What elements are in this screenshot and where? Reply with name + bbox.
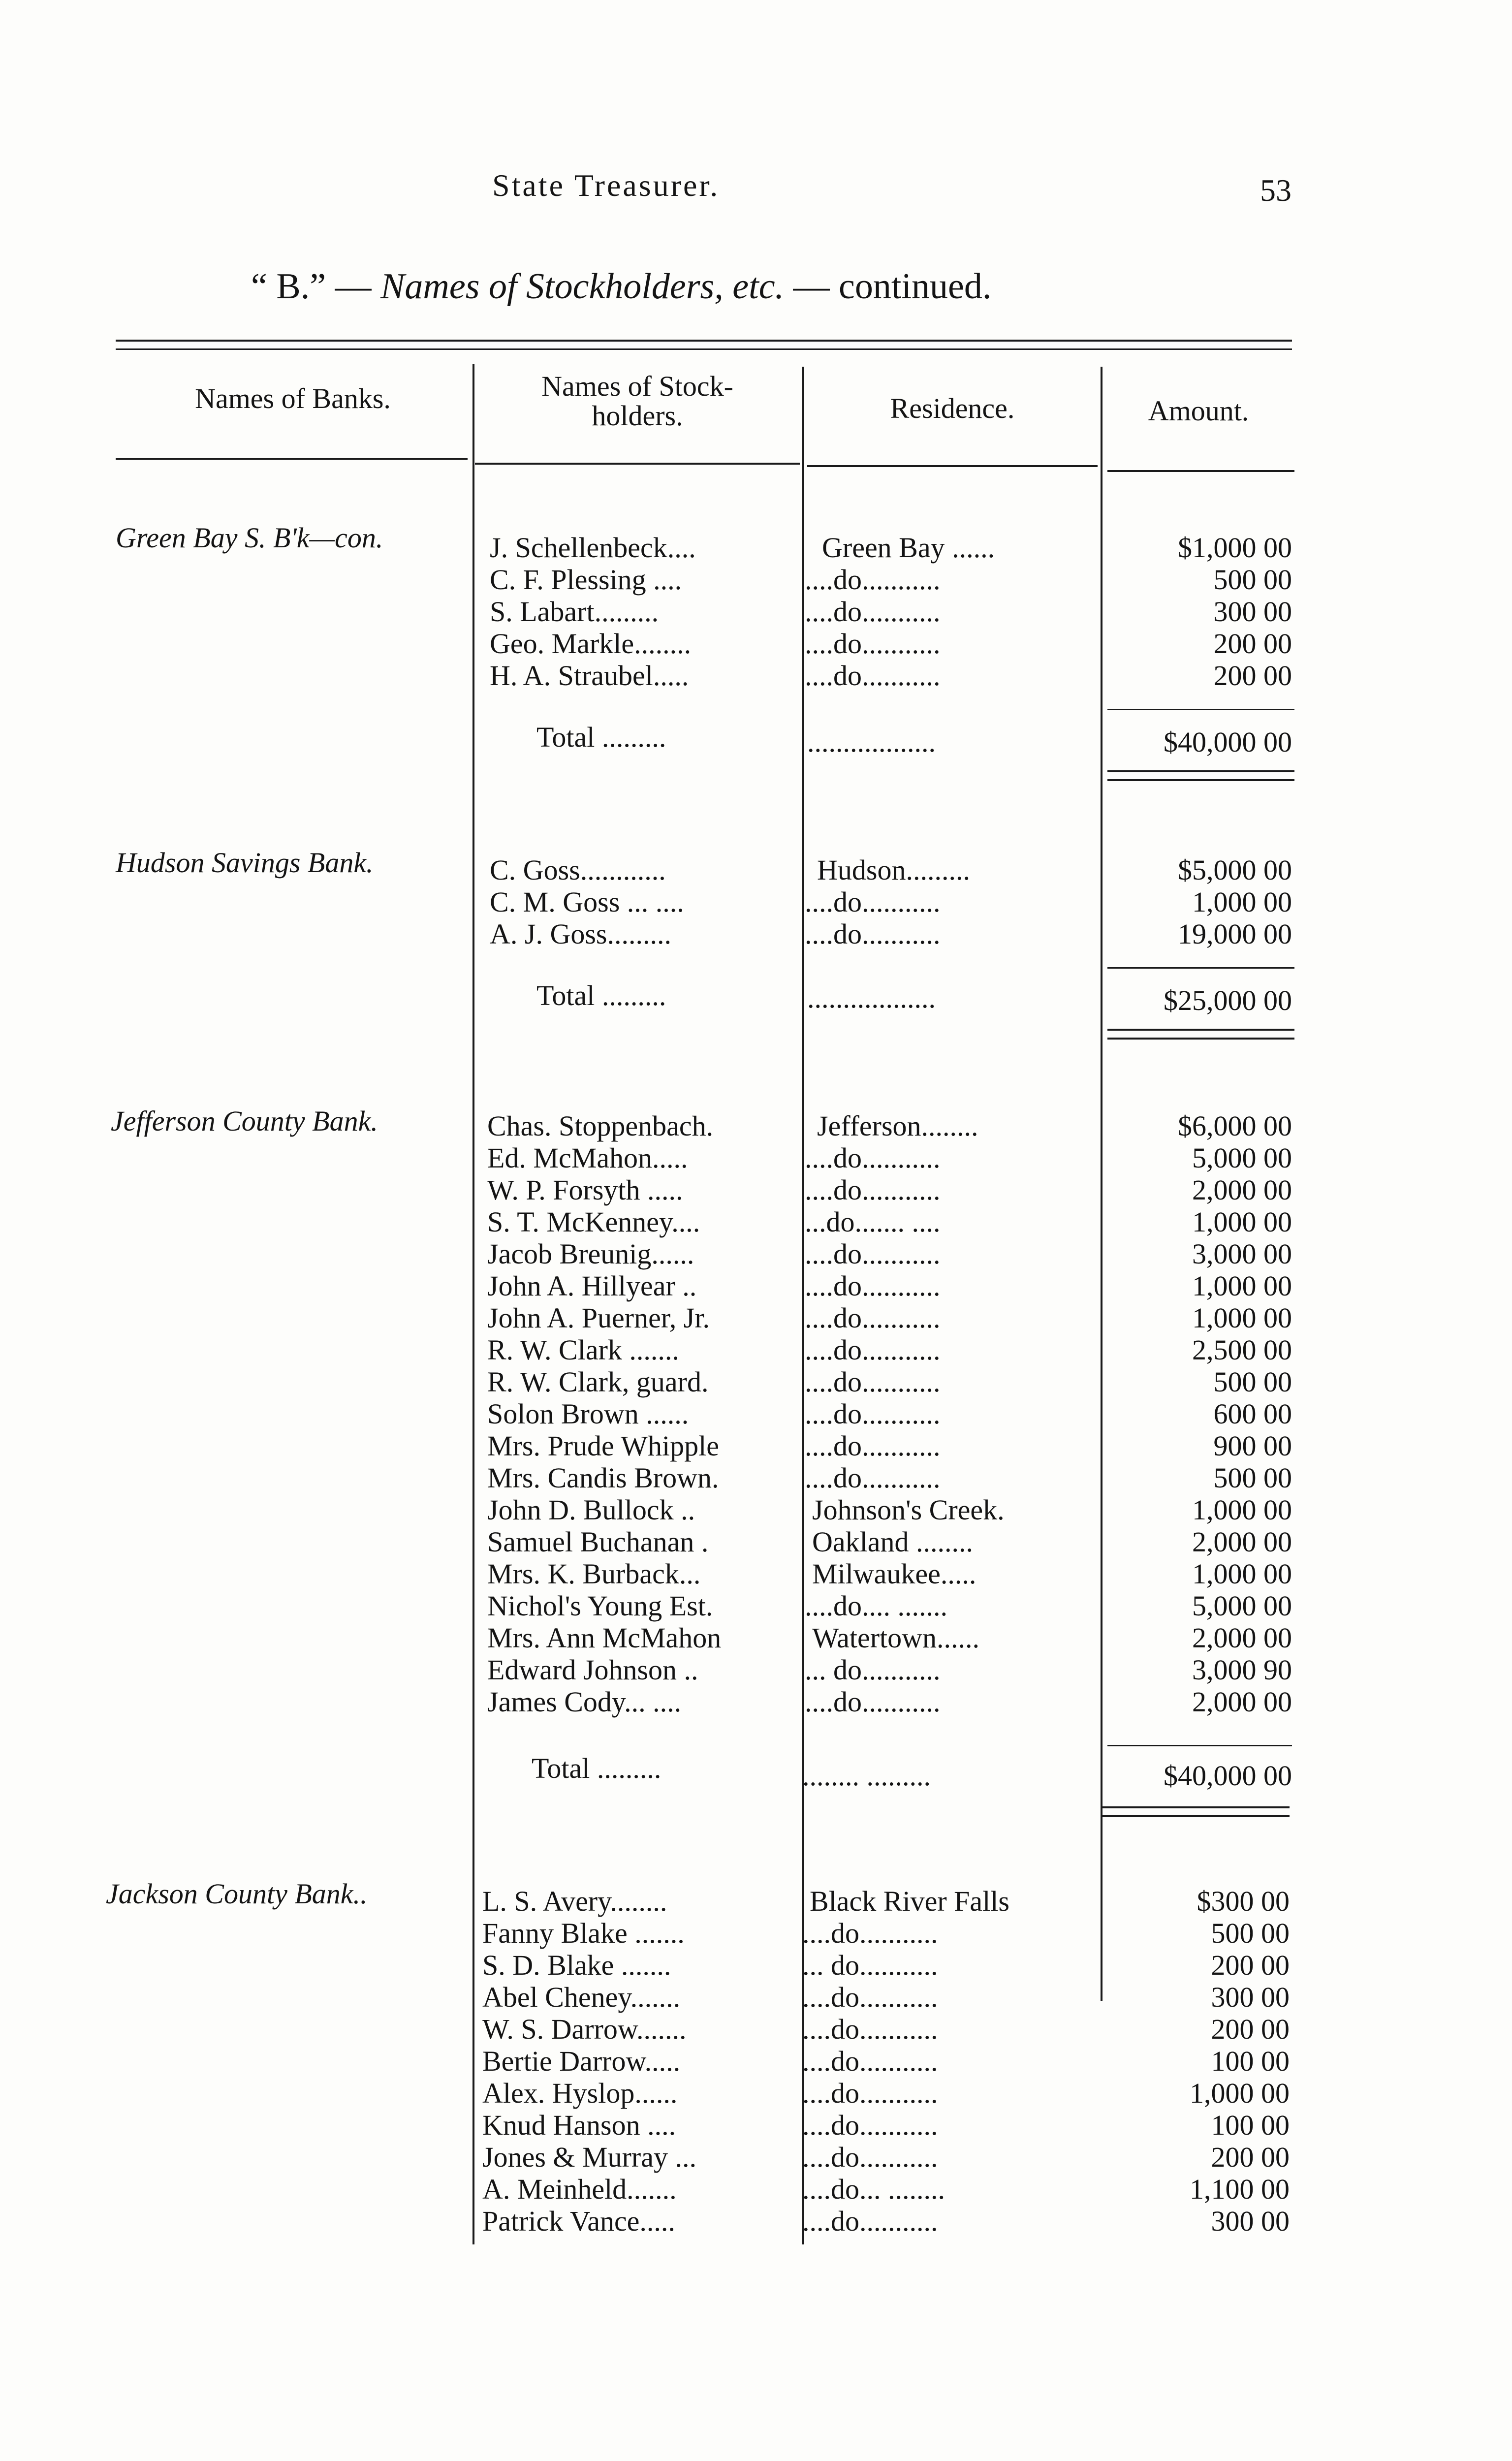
vrule-3 bbox=[1101, 367, 1102, 2001]
stockholder-name: C. M. Goss ... .... bbox=[490, 886, 684, 918]
amount: $6,000 00 bbox=[1178, 1110, 1292, 1142]
total-label: Total ......... bbox=[536, 979, 666, 1011]
stockholder-name: Mrs. Prude Whipple bbox=[487, 1430, 719, 1462]
residence: ....do........... bbox=[805, 596, 941, 628]
total-label: Total ......... bbox=[536, 721, 666, 753]
residence: ....do........... bbox=[802, 2205, 938, 2237]
bank-name: Jefferson County Bank. bbox=[111, 1105, 378, 1137]
amount: 1,000 00 bbox=[1192, 1206, 1292, 1238]
residence: ....do........... bbox=[802, 2077, 938, 2109]
residence: ....do........... bbox=[802, 2045, 938, 2077]
residence: ....do........... bbox=[805, 564, 941, 596]
residence: ....do........... bbox=[805, 1238, 941, 1270]
amount: 500 00 bbox=[1213, 564, 1292, 596]
residence: ....do.... ....... bbox=[805, 1590, 947, 1622]
amount: 200 00 bbox=[1211, 2141, 1290, 2173]
stockholder-name: L. S. Avery........ bbox=[482, 1885, 667, 1917]
amount: 1,000 00 bbox=[1190, 2077, 1290, 2109]
residence: Watertown...... bbox=[812, 1622, 980, 1654]
amount: 200 00 bbox=[1211, 2013, 1290, 2045]
col-head-stockholders-line1: Names of Stock- bbox=[541, 370, 733, 402]
amount: 3,000 00 bbox=[1192, 1238, 1292, 1270]
stockholder-name: John A. Puerner, Jr. bbox=[487, 1302, 710, 1334]
amount: 1,000 00 bbox=[1192, 1558, 1292, 1590]
amount: $5,000 00 bbox=[1178, 854, 1292, 886]
stockholder-name: R. W. Clark, guard. bbox=[487, 1366, 709, 1398]
amount: 2,000 00 bbox=[1192, 1686, 1292, 1718]
residence: Green Bay ...... bbox=[822, 532, 995, 564]
col-head-amount: Amount. bbox=[1148, 395, 1249, 427]
header-rule-a bbox=[116, 458, 468, 460]
total-dots: .................. bbox=[807, 726, 936, 758]
stockholder-name: Fanny Blake ....... bbox=[482, 1917, 685, 1949]
residence: Jefferson........ bbox=[817, 1110, 978, 1142]
stockholder-name: Abel Cheney....... bbox=[482, 1981, 681, 2013]
amount: 1,100 00 bbox=[1190, 2173, 1290, 2205]
top-rule-2 bbox=[116, 348, 1292, 350]
residence: ....do........... bbox=[802, 1917, 938, 1949]
stockholder-name: Ed. McMahon..... bbox=[487, 1142, 688, 1174]
amount: 3,000 90 bbox=[1192, 1654, 1292, 1686]
stockholder-name: Nichol's Young Est. bbox=[487, 1590, 713, 1622]
stockholder-name: C. F. Plessing .... bbox=[490, 564, 682, 596]
title-suffix: — continued. bbox=[793, 266, 992, 307]
total-label: Total ......... bbox=[532, 1752, 662, 1784]
residence: ....do........... bbox=[802, 2013, 938, 2045]
residence: Oakland ........ bbox=[812, 1526, 973, 1558]
col-head-residence: Residence. bbox=[890, 392, 1015, 424]
residence: ....do........... bbox=[802, 1981, 938, 2013]
stockholder-name: W. P. Forsyth ..... bbox=[487, 1174, 683, 1206]
total-amount: $25,000 00 bbox=[1164, 984, 1292, 1016]
stockholder-name: Knud Hanson .... bbox=[482, 2109, 676, 2141]
amount: 300 00 bbox=[1211, 1981, 1290, 2013]
stockholder-name: A. J. Goss......... bbox=[490, 918, 671, 950]
amount: 5,000 00 bbox=[1192, 1142, 1292, 1174]
stockholder-name: H. A. Straubel..... bbox=[490, 660, 689, 692]
residence: ....do........... bbox=[805, 918, 941, 950]
residence: ....do........... bbox=[805, 660, 941, 692]
amount: 1,000 00 bbox=[1192, 1302, 1292, 1334]
bank-name: Hudson Savings Bank. bbox=[116, 847, 374, 879]
total-double-rule-2 bbox=[1107, 1038, 1294, 1040]
residence: Johnson's Creek. bbox=[812, 1494, 1005, 1526]
amount: 500 00 bbox=[1211, 1917, 1290, 1949]
running-head: State Treasurer. bbox=[492, 168, 720, 203]
stockholder-name: R. W. Clark ....... bbox=[487, 1334, 679, 1366]
stockholder-name: Jacob Breunig...... bbox=[487, 1238, 694, 1270]
total-dots: ........ ......... bbox=[802, 1760, 931, 1792]
stockholder-name: Samuel Buchanan . bbox=[487, 1526, 709, 1558]
amount: 100 00 bbox=[1211, 2109, 1290, 2141]
amount: 1,000 00 bbox=[1192, 1270, 1292, 1302]
stockholder-name: S. T. McKenney.... bbox=[487, 1206, 700, 1238]
residence: ....do........... bbox=[805, 1174, 941, 1206]
total-amount: $40,000 00 bbox=[1164, 726, 1292, 758]
total-double-rule bbox=[1102, 1806, 1290, 1808]
amount: 200 00 bbox=[1211, 1949, 1290, 1981]
residence: Hudson......... bbox=[817, 854, 970, 886]
stockholder-name: C. Goss............ bbox=[490, 854, 666, 886]
col-head-stockholders-line2: holders. bbox=[592, 400, 683, 432]
total-amount: $40,000 00 bbox=[1164, 1760, 1292, 1792]
residence: ... do........... bbox=[805, 1654, 941, 1686]
stockholder-name: Chas. Stoppenbach. bbox=[487, 1110, 714, 1142]
amount: $300 00 bbox=[1197, 1885, 1290, 1917]
residence: ....do........... bbox=[802, 2109, 938, 2141]
total-dots: .................. bbox=[807, 982, 936, 1014]
total-double-rule-2 bbox=[1107, 779, 1294, 781]
residence: ....do........... bbox=[805, 1686, 941, 1718]
residence: ....do........... bbox=[802, 2141, 938, 2173]
residence: ....do........... bbox=[805, 1334, 941, 1366]
stockholder-name: Jones & Murray ... bbox=[482, 2141, 696, 2173]
stockholder-name: John A. Hillyear .. bbox=[487, 1270, 697, 1302]
bank-name: Jackson County Bank.. bbox=[106, 1878, 368, 1910]
residence: ....do........... bbox=[805, 1366, 941, 1398]
residence: Milwaukee..... bbox=[812, 1558, 976, 1590]
top-rule bbox=[116, 340, 1292, 342]
stockholder-name: Mrs. K. Burback... bbox=[487, 1558, 701, 1590]
amount: 500 00 bbox=[1213, 1366, 1292, 1398]
bank-name: Green Bay S. B'k—con. bbox=[116, 522, 383, 554]
amount: 19,000 00 bbox=[1178, 918, 1292, 950]
residence: Black River Falls bbox=[810, 1885, 1009, 1917]
amount: 600 00 bbox=[1213, 1398, 1292, 1430]
stockholder-name: Mrs. Candis Brown. bbox=[487, 1462, 719, 1494]
residence: ....do... ........ bbox=[802, 2173, 945, 2205]
amount: 2,000 00 bbox=[1192, 1622, 1292, 1654]
amount: 2,500 00 bbox=[1192, 1334, 1292, 1366]
amount: $1,000 00 bbox=[1178, 532, 1292, 564]
amount: 2,000 00 bbox=[1192, 1174, 1292, 1206]
title-italic: Names of Stockholders, etc. bbox=[380, 266, 785, 307]
subtotal-rule bbox=[1107, 709, 1294, 710]
total-double-rule-2 bbox=[1102, 1815, 1290, 1817]
residence: ....do........... bbox=[805, 628, 941, 660]
residence: ....do........... bbox=[805, 1270, 941, 1302]
stockholder-name: Patrick Vance..... bbox=[482, 2205, 675, 2237]
header-rule-c bbox=[807, 465, 1098, 467]
table-title bbox=[251, 266, 991, 308]
header-rule-d bbox=[1107, 470, 1294, 472]
residence: ....do........... bbox=[805, 1462, 941, 1494]
amount: 300 00 bbox=[1211, 2205, 1290, 2237]
amount: 200 00 bbox=[1213, 660, 1292, 692]
amount: 500 00 bbox=[1213, 1462, 1292, 1494]
subtotal-rule bbox=[1107, 1745, 1292, 1746]
residence: ....do........... bbox=[805, 1430, 941, 1462]
stockholder-name: John D. Bullock .. bbox=[487, 1494, 695, 1526]
stockholder-name: Alex. Hyslop...... bbox=[482, 2077, 678, 2109]
residence: ...do....... .... bbox=[805, 1206, 941, 1238]
total-double-rule bbox=[1107, 1029, 1294, 1031]
stockholder-name: A. Meinheld....... bbox=[482, 2173, 677, 2205]
total-double-rule bbox=[1107, 770, 1294, 772]
amount: 300 00 bbox=[1213, 596, 1292, 628]
subtotal-rule bbox=[1107, 967, 1294, 969]
stockholder-name: Geo. Markle........ bbox=[490, 628, 692, 660]
stockholder-name: J. Schellenbeck.... bbox=[490, 532, 696, 564]
col-head-banks: Names of Banks. bbox=[195, 382, 391, 414]
header-rule-b bbox=[475, 463, 800, 465]
stockholder-name: James Cody... .... bbox=[487, 1686, 682, 1718]
amount: 1,000 00 bbox=[1192, 886, 1292, 918]
residence: ....do........... bbox=[805, 1398, 941, 1430]
amount: 100 00 bbox=[1211, 2045, 1290, 2077]
vrule-1 bbox=[472, 364, 474, 2244]
title-prefix: “ B.” — bbox=[251, 266, 372, 307]
stockholder-name: S. D. Blake ....... bbox=[482, 1949, 671, 1981]
stockholder-name: S. Labart......... bbox=[490, 596, 659, 628]
stockholder-name: Edward Johnson .. bbox=[487, 1654, 698, 1686]
amount: 200 00 bbox=[1213, 628, 1292, 660]
residence: ... do........... bbox=[802, 1949, 938, 1981]
col-head-stockholders bbox=[475, 372, 800, 431]
stockholder-name: Solon Brown ...... bbox=[487, 1398, 689, 1430]
residence: ....do........... bbox=[805, 1142, 941, 1174]
stockholder-name: Mrs. Ann McMahon bbox=[487, 1622, 722, 1654]
amount: 5,000 00 bbox=[1192, 1590, 1292, 1622]
stockholder-name: Bertie Darrow..... bbox=[482, 2045, 681, 2077]
page-number: 53 bbox=[1260, 173, 1292, 208]
residence: ....do........... bbox=[805, 886, 941, 918]
stockholder-name: W. S. Darrow....... bbox=[482, 2013, 687, 2045]
residence: ....do........... bbox=[805, 1302, 941, 1334]
amount: 2,000 00 bbox=[1192, 1526, 1292, 1558]
amount: 1,000 00 bbox=[1192, 1494, 1292, 1526]
amount: 900 00 bbox=[1213, 1430, 1292, 1462]
